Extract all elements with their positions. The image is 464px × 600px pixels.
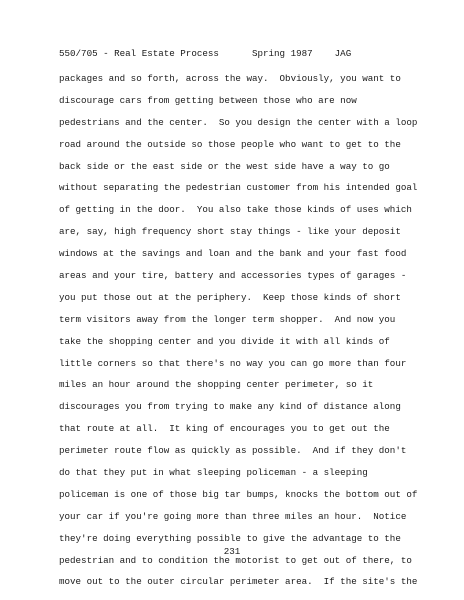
text-line: miles an hour around the shopping center perimeter, so it bbox=[59, 379, 374, 391]
text-line: term visitors away from the longer term shopper. And now you bbox=[59, 313, 396, 325]
text-line: pedestrians and the center. So you design the center with a loop bbox=[59, 116, 418, 128]
text-line: that route at all. It king of encourages you to get out the bbox=[59, 423, 390, 435]
text-line: little corners so that there's no way you can go more than four bbox=[59, 357, 407, 369]
text-line: they're doing everything possible to give the advantage to the bbox=[59, 532, 401, 544]
body-text bbox=[59, 68, 417, 593]
text-line: move out to the outer circular perimeter area. If the site's the bbox=[59, 576, 418, 588]
text-line: without separating the pedestrian customer from his intended goal bbox=[59, 182, 418, 194]
text-line: windows at the savings and loan and the bank and your fast food bbox=[59, 248, 407, 260]
text-line: areas and your tire, battery and accessories types of garages - bbox=[59, 270, 407, 282]
text-line: your car if you're going more than three miles an hour. Notice bbox=[59, 510, 407, 522]
text-line: packages and so forth, across the way. Obviously, you want to bbox=[59, 73, 401, 84]
text-line: discourage cars from getting between those who are now bbox=[59, 94, 357, 106]
page-number: 231 bbox=[223, 546, 241, 557]
text-line: take the shopping center and you divide it with all kinds of bbox=[59, 335, 390, 347]
text-line: road around the outside so those people who want to get to the bbox=[59, 138, 401, 150]
text-line: do that they put in what sleeping policeman - a sleeping bbox=[59, 467, 368, 479]
text-line: are, say, high frequency short stay things - like your deposit bbox=[59, 226, 401, 238]
text-line: perimeter route flow as quickly as possible. And if they don't bbox=[59, 445, 407, 457]
text-line: discourages you from trying to make any kind of distance along bbox=[59, 401, 401, 413]
text-line: back side or the east side or the west side have a way to go bbox=[59, 160, 390, 172]
text-line: you put those out at the periphery. Keep those kinds of short bbox=[59, 291, 401, 303]
text-line: pedestrian and to condition the motorist to get out of there, to bbox=[59, 554, 412, 566]
text-line: policeman is one of those big tar bumps, knocks the bottom out of bbox=[59, 488, 418, 500]
text-line: of getting in the door. You also take those kinds of uses which bbox=[59, 204, 412, 216]
page-header: 550/705 - Real Estate Process Spring 1987 JAG bbox=[59, 48, 352, 59]
